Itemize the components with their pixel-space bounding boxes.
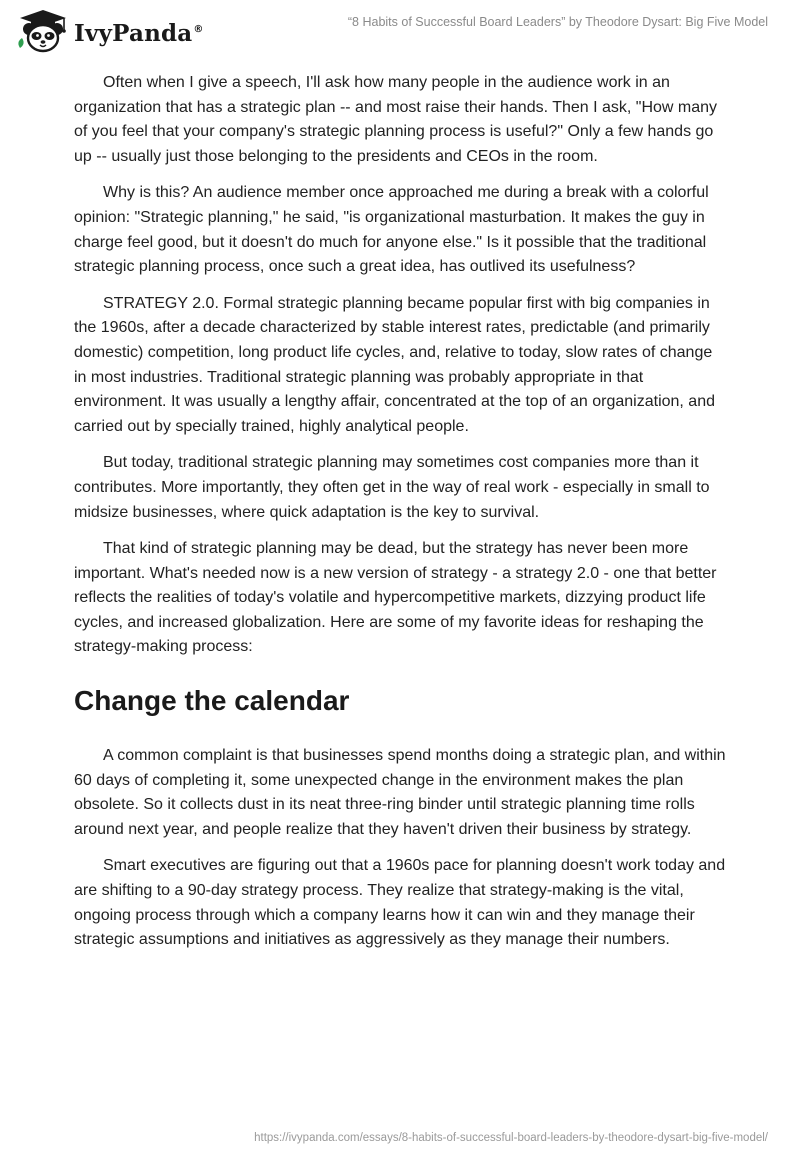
paragraph: A common complaint is that businesses spend months doing a strategic plan, and within 60 days of completing it, some unexpected change in the environment makes the plan obsolete. So it collects dust in its neat three-ring binder until strategic planning time rolls around next year, and people realize that they haven't driven their business by strategy. [74,747,726,838]
paragraph: Why is this? An audience member once approached me during a break with a colorful opinion: "Strategic planning," he said, "is organizational masturbation. It makes the guy in charge feel good, but it doesn't do much for anyone else." Is it possible that the traditional strategic planning process, once such a great idea, has outlived its usefulness? [74,184,709,276]
document-title: “8 Habits of Successful Board Leaders” by Theodore Dysart: Big Five Model [347,15,768,29]
logo-text: IvyPanda® [74,19,204,47]
registered-mark: ® [193,23,204,35]
panda-graduate-icon [14,8,72,54]
source-url[interactable]: https://ivypanda.com/essays/8-habits-of-successful-board-leaders-by-theodore-dysart-big-five-model/ [254,1132,768,1144]
page-header [0,0,800,64]
paragraph: But today, traditional strategic planning may sometimes cost companies more than it contributes. More importantly, they often get in the way of real work - especially in small to midsize businesses, where quick adaptation is the key to survival. [74,454,710,521]
paragraph: That kind of strategic planning may be dead, but the strategy has never been more important. What's needed now is a new version of strategy - a strategy 2.0 - one that better reflects the realities of today's volatile and hypercompetitive markets, dizzying product life cycles, and increased globalization. Here are some of my favorite ideas for reshaping the strategy-making process: [74,540,717,656]
paragraph: STRATEGY 2.0. Formal strategic planning became popular first with big companies in the 1960s, after a decade characterized by stable interest rates, predictable (and primarily domestic) competition, long product life cycles, and, relative to today, slow rates of change in most industries. Traditional strategic planning was probably appropriate in that environment. It was usually a lengthy affair, concentrated at the top of an organization, and carried out by specially trained, highly analytical people. [74,294,715,435]
essay-body [74,71,726,965]
paragraph: Smart executives are figuring out that a 1960s pace for planning doesn't work today and are shifting to a 90-day strategy process. They realize that strategy-making is the vital, ongoing process through which a company learns how it can win and they manage their strategic assumptions and initiatives as aggressively as they manage their numbers. [74,857,726,949]
ivypanda-logo[interactable] [14,8,204,54]
section-heading: Change the calendar [74,685,350,717]
paragraph: Often when I give a speech, I'll ask how many people in the audience work in an organization that has a strategic plan -- and most raise their hands. Then I ask, "How many of you feel that your company's strategic planning process is useful?" Only a few hands go up -- usually just those belonging to the presidents and CEOs in the room. [74,74,718,165]
